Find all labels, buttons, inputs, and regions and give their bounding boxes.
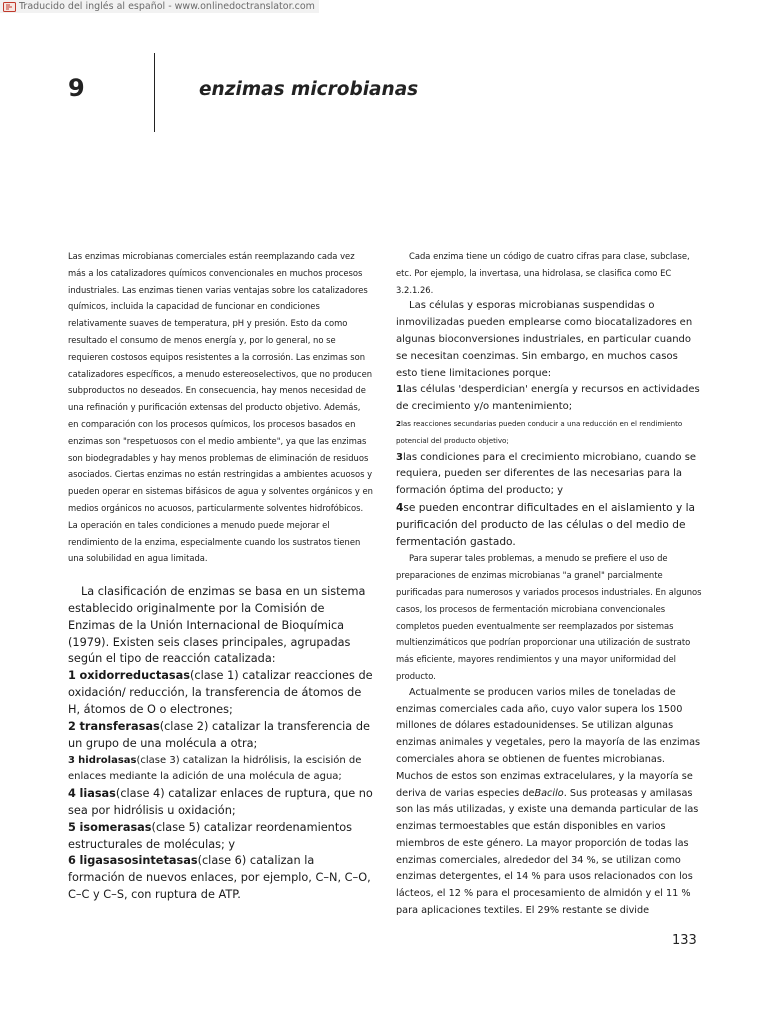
- class-text: (clase 2) catalizar la transferencia de un grupo de una molécula a otra;: [68, 719, 370, 750]
- class-text: (clase 1) catalizar reacciones de oxidación/ reducción, la transferencia de átomos de H, átomos de O o electrones;: [68, 669, 373, 716]
- class-name: isomerasas: [79, 820, 152, 834]
- limitation-text: las células 'desperdician' energía y recursos en actividades de crecimiento y/o mantenimiento;: [396, 384, 700, 413]
- translate-doc-icon: [3, 2, 16, 12]
- production-paragraph: [396, 685, 702, 920]
- page-number: 133: [672, 933, 697, 948]
- production-text-cont: . Sus proteasas y amilasas son las más utilizadas, y existe una demanda particular de las enzimas termoestables que están disponibles en varios miembros de este género. La mayor proporción de todas las enzimas comerciales, alrededor del 34 %, se utilizan como enzimas detergentes, el 14 % para usos relacionados con los lácteos, el 12 % para el procesamiento de almidón y el 11 % para aplicaciones textiles. El 29% restante se divide: [396, 787, 699, 917]
- enzyme-class-6: [68, 853, 373, 903]
- class-number: 2: [68, 719, 76, 733]
- class-text: (clase 6) catalizan la formación de nuevos enlaces, por ejemplo, C–N, C–O, C–C y C–S, con ruptura de ATP.: [68, 854, 371, 902]
- class-number: 6: [68, 854, 76, 868]
- limitation-number: 3: [396, 451, 403, 463]
- class-text: (clase 3) catalizan la hidrólisis, la escisión de enlaces mediante la adición de una molécula de agua;: [68, 754, 362, 783]
- enzyme-class-2: [68, 719, 373, 753]
- class-name-alt: sintetasas: [131, 854, 198, 868]
- bulk-enzymes-paragraph: Para superar tales problemas, a menudo se prefiere el uso de preparaciones de enzimas microbianas "a granel" parcialmente purificadas para numerosos y variados procesos industriales. En algunos casos, los procesos de fermentación microbiana convencionales completos pueden eventualmente ser reemplazados por sistemas multienzimáticos que podrían proporcionar una utilización de sustrato más eficiente, mayores rendimientos y una mayor uniformidad del producto.: [396, 553, 702, 681]
- class-name: transferasas: [79, 719, 160, 733]
- chapter-divider: [154, 53, 155, 132]
- enzyme-class-1: [68, 668, 373, 719]
- right-column: [396, 248, 702, 920]
- class-text: (clase 5) catalizar reordenamientos estructurales de moléculas; y: [68, 820, 353, 851]
- class-number: 1: [68, 669, 76, 683]
- limitation-2: [396, 416, 702, 450]
- enzyme-class-3: [68, 753, 373, 787]
- limitation-3: [396, 450, 702, 500]
- biocatalyst-paragraph: Las células y esporas microbianas suspendidas o inmovilizadas pueden emplearse como biocatalizadores en algunas bioconversiones industriales, en particular cuando se necesitan coenzimas. Sin embargo, en muchos casos esto tiene limitaciones porque:: [396, 300, 693, 379]
- limitation-number: 1: [396, 384, 403, 396]
- class-number: 3: [68, 754, 75, 766]
- class-name: hidrolasas: [78, 754, 137, 766]
- limitation-text: se pueden encontrar dificultades en el aislamiento y la purificación del producto de las células o del medio de fermentación gastado.: [396, 501, 696, 548]
- class-text: (clase 4) catalizar enlaces de ruptura, que no sea por hidrólisis u oxidación;: [68, 787, 373, 818]
- class-name: oxidorreductasas: [79, 669, 190, 683]
- left-column: [68, 248, 373, 904]
- translation-banner[interactable]: [0, 0, 319, 13]
- class-connector: o: [124, 854, 132, 868]
- chapter-title: enzimas microbianas: [199, 79, 419, 100]
- enzyme-class-5: [68, 820, 373, 854]
- ec-code-paragraph: Cada enzima tiene un código de cuatro cifras para clase, subclase, etc. Por ejemplo, la invertasa, una hidrolasa, se clasifica como EC 3.2.1.26.: [396, 251, 690, 295]
- class-number: 5: [68, 820, 76, 834]
- class-name: ligasas: [79, 854, 124, 868]
- intro-paragraph: Las enzimas microbianas comerciales están reemplazando cada vez más a los catalizadores químicos convencionales en muchos procesos industriales. Las enzimas tienen varias ventajas sobre los catalizadores químicos, incluida la capacidad de funcionar en condiciones relativamente suaves de temperatura, pH y presión. Esto da como resultado el consumo de menos energía y, por lo general, no se requieren costosos equipos resistentes a la corrosión. Las enzimas son catalizadores específicos, a menudo estereoselectivos, que no producen subproductos no deseados. En consecuencia, hay menos necesidad de una refinación y purificación extensas del producto objetivo. Además, en comparación con los procesos químicos, los procesos basados en enzimas son "respetuosos con el medio ambiente", ya que las enzimas son biodegradables y hay menos problemas de eliminación de residuos asociados. Ciertas enzimas no están restringidas a ambientes acuosos y pueden operar en sistemas bifásicos de agua y solventes orgánicos y en medios orgánicos no acuosos, particularmente solventes hidrofóbicos. La operación en tales condiciones a menudo puede mejorar el rendimiento de la enzima, especialmente cuando los sustratos tienen una solubilidad en agua limitada.: [68, 251, 373, 564]
- limitation-text: las condiciones para el crecimiento microbiano, cuando se requiera, pueden ser diferentes de las necesarias para la formación óptima del producto; y: [396, 451, 697, 497]
- banner-text[interactable]: Traducido del inglés al español - www.onlinedoctranslator.com: [19, 1, 315, 12]
- limitation-text: las reacciones secundarias pueden conducir a una reducción en el rendimiento potencial del producto objetivo;: [396, 418, 683, 445]
- limitation-1: [396, 382, 702, 416]
- limitation-number: 2: [396, 418, 401, 428]
- chapter-number: 9: [68, 74, 85, 102]
- classification-paragraph: La clasificación de enzimas se basa en un sistema establecido originalmente por la Comisión de Enzimas de la Unión Internacional de Bioquímica (1979). Existen seis clases principales, agrupadas según el tipo de reacción catalizada:: [68, 585, 366, 666]
- genus-name: Bacilo: [534, 787, 564, 799]
- limitation-number: 4: [396, 501, 404, 514]
- enzyme-class-4: [68, 786, 373, 820]
- class-number: 4: [68, 787, 76, 801]
- class-name: liasas: [79, 787, 116, 801]
- production-text: Actualmente se producen varios miles de toneladas de enzimas comerciales cada año, cuyo valor supera los 1500 millones de dólares estadounidenses. Se utilizan algunas enzimas animales y vegetales, pero la mayoría de las enzimas comerciales ahora se obtienen de fuentes microbianas. Muchos de estos son enzimas extracelulares, y la mayoría se deriva de varias especies de: [396, 686, 701, 799]
- limitation-4: [396, 500, 702, 550]
